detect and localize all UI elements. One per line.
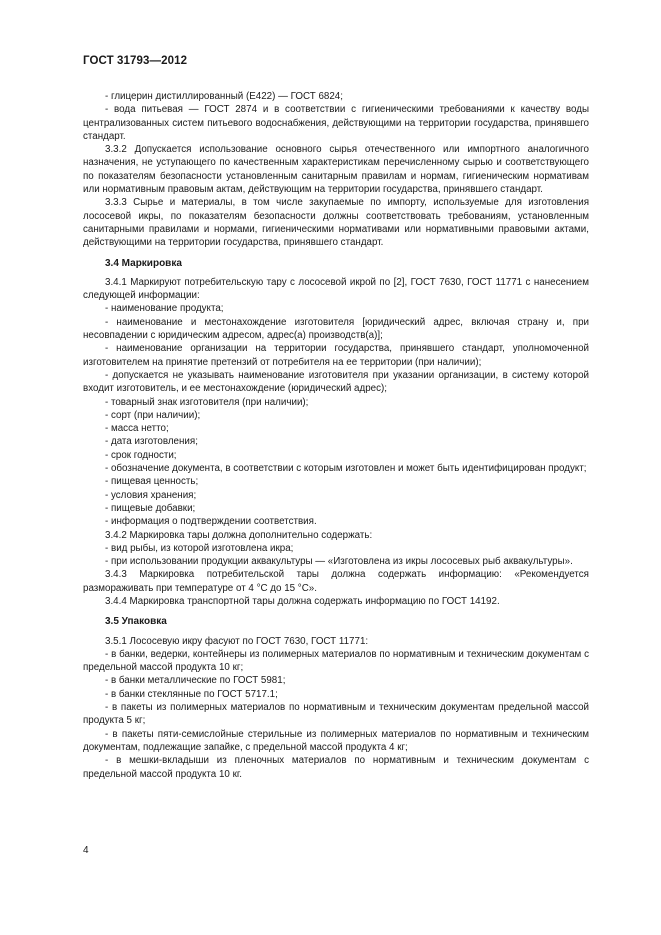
list-item: - наименование организации на территории государства, принявшего стандарт, уполномоченной изготовителем на принятие претензий от потребителя на ее территории (при наличии);: [83, 343, 589, 368]
section-title-marking: 3.4 Маркировка: [105, 257, 182, 269]
list-item: - наименование и местонахождение изготовителя [юридический адрес, включая страну и, при несовпадении с юридическим адресом, адрес(а) производств(а)];: [83, 316, 589, 342]
list-item: - в пакеты из полимерных материалов по нормативным и техническим документам предельной массой продукта 5 кг;: [83, 702, 589, 727]
clause-3-4-2: 3.4.2 Маркировка тары должна дополнительно содержать:: [105, 529, 373, 541]
list-item: - в банки, ведерки, контейнеры из полимерных материалов по нормативным и техническим документам с предельной массой продукта 10 кг;: [83, 648, 589, 674]
list-item: - в пакеты пяти-семислойные стерильные из полимерных материалов по нормативным и техническим документам, подлежащие запайке, с предельной массой продукта 4 кг;: [83, 728, 589, 753]
document-header: ГОСТ 31793—2012: [83, 55, 188, 67]
list-item: - наименование продукта;: [105, 303, 224, 315]
list-item: - вода питьевая — ГОСТ 2874 и в соответствии с гигиеническими требованиями к качеству воды централизованных систем питьевого водоснабжения, действующими на территории государства, принявшего стандарт.: [83, 104, 589, 142]
clause-3-4-4: 3.4.4 Маркировка транспортной тары должна содержать информацию по ГОСТ 14192.: [105, 595, 500, 607]
list-item: - срок годности;: [105, 449, 177, 461]
clause-3-3-3: 3.3.3 Сырье и материалы, в том числе закупаемые по импорту, используемые для изготовления лососевой икры, по показателям безопасности должны соответствовать требованиям, установленным санитарными правилами и нормами, гигиеническими нормативами или нормативными правовыми актами, действующими на территории государства, принявшего стандарт.: [83, 197, 589, 249]
clause-3-4-1: 3.4.1 Маркируют потребительскую тару с лососевой икрой по [2], ГОСТ 7630, ГОСТ 11771 с нанесением следующей информации:: [83, 276, 589, 302]
list-item: - сорт (при наличии);: [105, 409, 201, 421]
list-item: - вид рыбы, из которой изготовлена икра;: [105, 542, 294, 554]
list-item: - товарный знак изготовителя (при наличии);: [105, 396, 309, 408]
list-item: - при использовании продукции аквакультуры — «Изготовлена из икры лососевых рыб аквакультуры».: [105, 556, 573, 568]
page-number: 4: [83, 845, 89, 856]
list-item: - обозначение документа, в соответствии с которым изготовлен и может быть идентифицирован продукт;: [105, 463, 587, 475]
list-item: - допускается не указывать наименование изготовителя при указании организации, в систему которой входит изготовитель, и ее местонахождение (юридический адрес);: [83, 369, 589, 395]
list-item: - пищевые добавки;: [105, 502, 196, 514]
list-item: - дата изготовления;: [105, 436, 198, 448]
clause-3-5-1: 3.5.1 Лососевую икру фасуют по ГОСТ 7630, ГОСТ 11771:: [105, 635, 369, 647]
document-body: [83, 90, 589, 781]
list-item: - в мешки-вкладыши из пленочных материалов по нормативным и техническим документам с предельной массой продукта 10 кг.: [83, 755, 589, 780]
list-item: - условия хранения;: [105, 489, 197, 501]
clause-3-3-2: 3.3.2 Допускается использование основного сырья отечественного или импортного аналогичного назначения, не уступающего по качественным характеристикам перечисленному сырью и соответствующего по показателям безопасности установленным санитарным правилам и нормам, гигиеническим нормативам или нормативным правовым актам, действующим на территории государства, принявшего стандарт.: [83, 144, 589, 196]
list-item: - пищевая ценность;: [105, 476, 199, 488]
list-item: - глицерин дистиллированный (Е422) — ГОСТ 6824;: [105, 91, 343, 102]
list-item: - в банки стеклянные по ГОСТ 5717.1;: [105, 688, 278, 700]
list-item: - информация о подтверждении соответствия.: [105, 516, 317, 528]
list-item: - в банки металлические по ГОСТ 5981;: [105, 675, 286, 687]
list-item: - масса нетто;: [105, 423, 169, 435]
section-title-packaging: 3.5 Упаковка: [105, 616, 167, 628]
clause-3-4-3: 3.4.3 Маркировка потребительской тары должна содержать информацию: «Рекомендуется размораживать при температуре от 4 °С до 15 °С».: [83, 569, 589, 594]
